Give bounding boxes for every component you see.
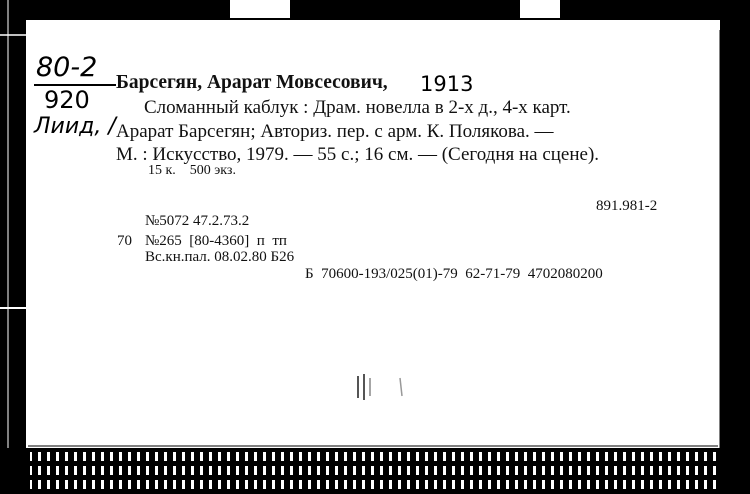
author-heading: Барсегян, Арарат Мовсесович, [116,72,388,93]
title-line: Сломанный каблук : Драм. новелла в 2-х д., 4-х карт. [144,97,571,118]
catalog-line-2-prefix: 70 [117,233,132,249]
scan-dash-pattern [0,448,750,494]
catalog-line-2: №265 [80-4360] п тп [145,233,287,249]
price-line: 15 к. 500 экз. [148,163,236,178]
catalog-line-4: Б 70600-193/025(01)-79 62-71-79 4702080200 [305,266,603,282]
call-number-bottom: 920 [44,86,90,114]
classification-code: 891.981-2 [596,198,658,214]
catalog-line-1: №5072 47.2.73.2 [145,213,250,229]
punch-mark [350,372,406,402]
top-edge-mark [230,0,290,18]
responsibility-line: Арарат Барсегян; Авториз. пер. с арм. К. Полякова. — [116,121,554,142]
top-edge-mark [520,0,560,18]
call-number-top: 80-2 [36,52,98,83]
catalog-line-3: Вс.кн.пал. 08.02.80 Б26 [145,249,295,265]
imprint-line: М. : Искусство, 1979. — 55 с.; 16 см. — (Сегодня на сцене). [116,144,600,165]
handwritten-note: Лиид, / [34,114,116,139]
handwritten-year: 1913 [420,72,474,96]
